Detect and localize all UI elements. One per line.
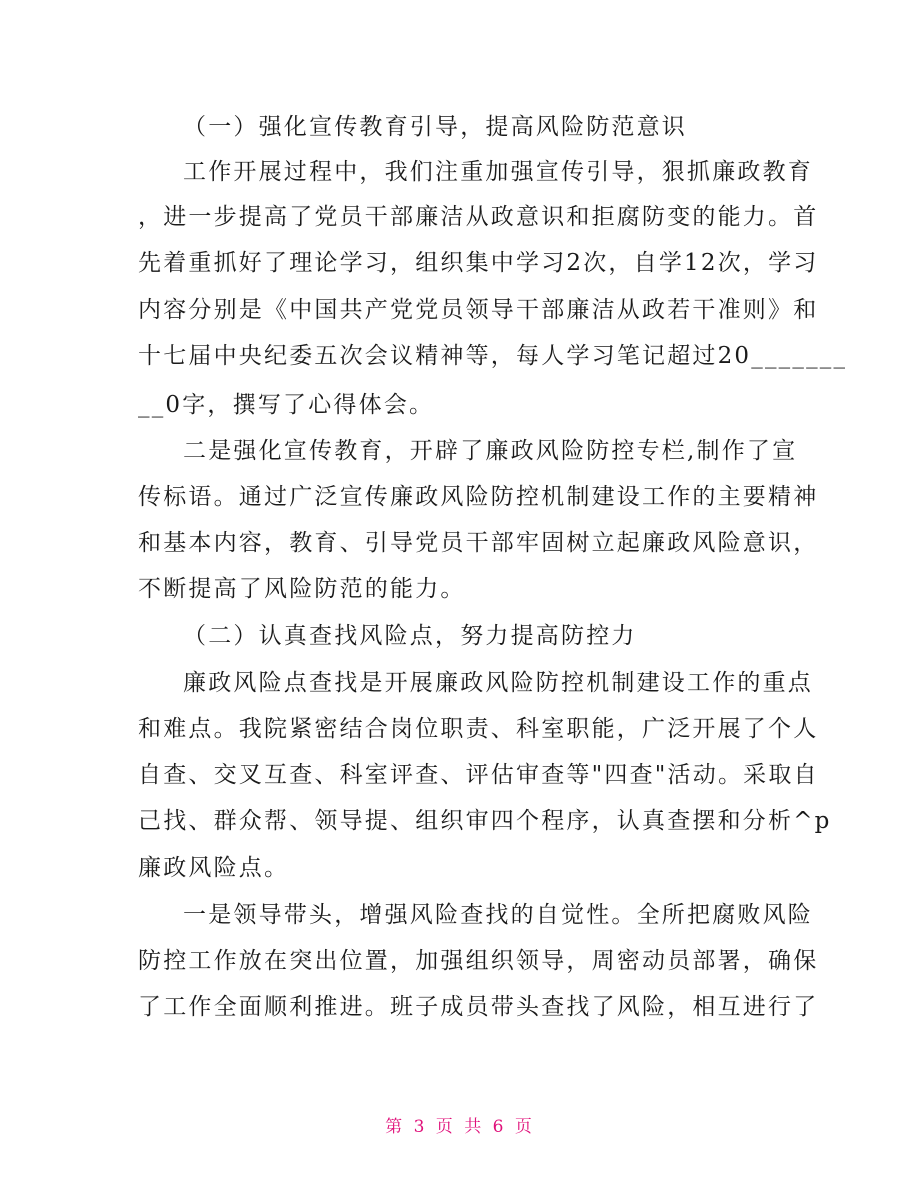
- paragraph-line: 和基本内容，教育、引导党员干部牢固树立起廉政风险意识，: [138, 530, 819, 556]
- paragraph-line: 己找、群众帮、领导提、组织审四个程序，认真查摆和分析^p: [138, 808, 832, 834]
- paragraph-line: 廉政风险点查找是开展廉政风险防控机制建设工作的重点: [183, 670, 813, 696]
- section-heading-2: （二）认真查找风险点，努力提高防控力: [183, 623, 637, 649]
- paragraph-line: __0字，撰写了心得体会。: [138, 392, 435, 418]
- paragraph-line: 内容分别是《中国共产党党员领导干部廉洁从政若干准则》和: [138, 297, 819, 323]
- paragraph-line: 二是强化宣传教育，开辟了廉政风险防控专栏,制作了宣: [183, 438, 798, 464]
- paragraph-line: 工作开展过程中，我们注重加强宣传引导，狠抓廉政教育: [183, 159, 813, 185]
- paragraph-line: 廉政风险点。: [138, 855, 290, 881]
- section-heading-1: （一）强化宣传教育引导，提高风险防范意识: [183, 114, 687, 140]
- paragraph-line: 传标语。通过广泛宣传廉政风险防控机制建设工作的主要精神: [138, 484, 819, 510]
- paragraph-line: 一是领导带头，增强风险查找的自觉性。全所把腐败风险: [183, 902, 813, 928]
- paragraph-line: 防控工作放在突出位置，加强组织领导，周密动员部署，确保: [138, 948, 819, 974]
- paragraph-line: 不断提高了风险防范的能力。: [138, 576, 466, 602]
- paragraph-line: 了工作全面顺利推进。班子成员带头查找了风险，相互进行了: [138, 994, 819, 1020]
- paragraph-line: 和难点。我院紧密结合岗位职责、科室职能，广泛开展了个人: [138, 716, 819, 742]
- paragraph-line: ，进一步提高了党员干部廉洁从政意识和拒腐防变的能力。首: [138, 204, 819, 230]
- page-number-footer: 第 3 页 共 6 页: [385, 1117, 535, 1137]
- paragraph-line: 十七届中央纪委五次会议精神等，每人学习笔记超过20_______: [138, 343, 848, 369]
- paragraph-line: 先着重抓好了理论学习，组织集中学习2次，自学12次，学习: [138, 250, 819, 276]
- paragraph-line: 自查、交叉互查、科室评查、评估审查等"四查"活动。采取自: [138, 762, 819, 788]
